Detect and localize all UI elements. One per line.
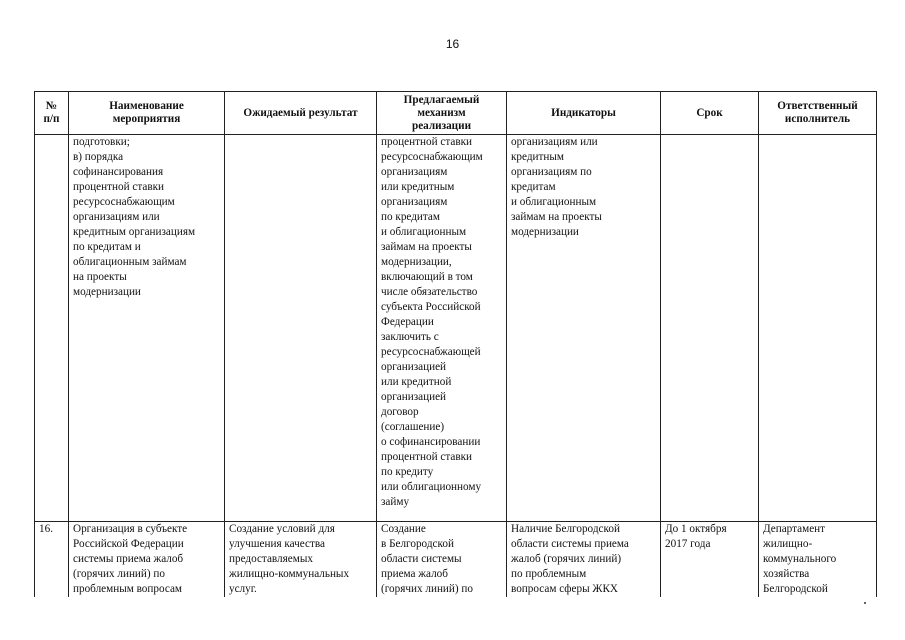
cell-responsible	[759, 135, 877, 522]
page-number: 16	[445, 37, 460, 51]
scan-artifact	[864, 602, 866, 604]
cell-indicators: организациям или кредитным организациям по кредитам и облигационным займам на проекты модернизации	[507, 135, 661, 522]
cell-num	[35, 135, 69, 522]
table-row	[35, 522, 877, 598]
cell-responsible: Департамент жилищно- коммунального хозяйства Белгородской	[759, 522, 877, 598]
cell-name: подготовки; в) порядка софинансирования процентной ставки ресурсоснабжающим организациям или кредитным организациям по кредитам и облигационным займам на проекты модернизации	[69, 135, 225, 522]
header-indicators: Индикаторы	[507, 92, 661, 135]
table-header-row	[35, 92, 877, 135]
table-row	[35, 135, 877, 522]
cell-mechanism: Создание в Белгородской области системы приема жалоб (горячих линий) по	[377, 522, 507, 598]
measures-table	[34, 91, 877, 597]
cell-term: До 1 октября 2017 года	[661, 522, 759, 598]
header-term: Срок	[661, 92, 759, 135]
header-responsible: Ответственный исполнитель	[759, 92, 877, 135]
header-num: № п/п	[35, 92, 69, 135]
header-result: Ожидаемый результат	[225, 92, 377, 135]
header-mechanism: Предлагаемый механизм реализации	[377, 92, 507, 135]
cell-indicators: Наличие Белгородской области системы приема жалоб (горячих линий) по проблемным вопросам сферы ЖКХ	[507, 522, 661, 598]
cell-result	[225, 135, 377, 522]
cell-mechanism: процентной ставки ресурсоснабжающим организациям или кредитным организациям по кредитам и облигационным займам на проекты модернизации, включающий в том числе обязательство субъекта Российской Федерации заключить с ресурсоснабжающей организацией или кредитной организацией договор (соглашение) о софинансировании процентной ставки по кредиту или облигационному займу	[377, 135, 507, 522]
cell-term	[661, 135, 759, 522]
cell-num: 16.	[35, 522, 69, 598]
cell-name: Организация в субъекте Российской Федерации системы приема жалоб (горячих линий) по проблемным вопросам	[69, 522, 225, 598]
cell-result: Создание условий для улучшения качества предоставляемых жилищно-коммунальных услуг.	[225, 522, 377, 598]
header-name: Наименование мероприятия	[69, 92, 225, 135]
